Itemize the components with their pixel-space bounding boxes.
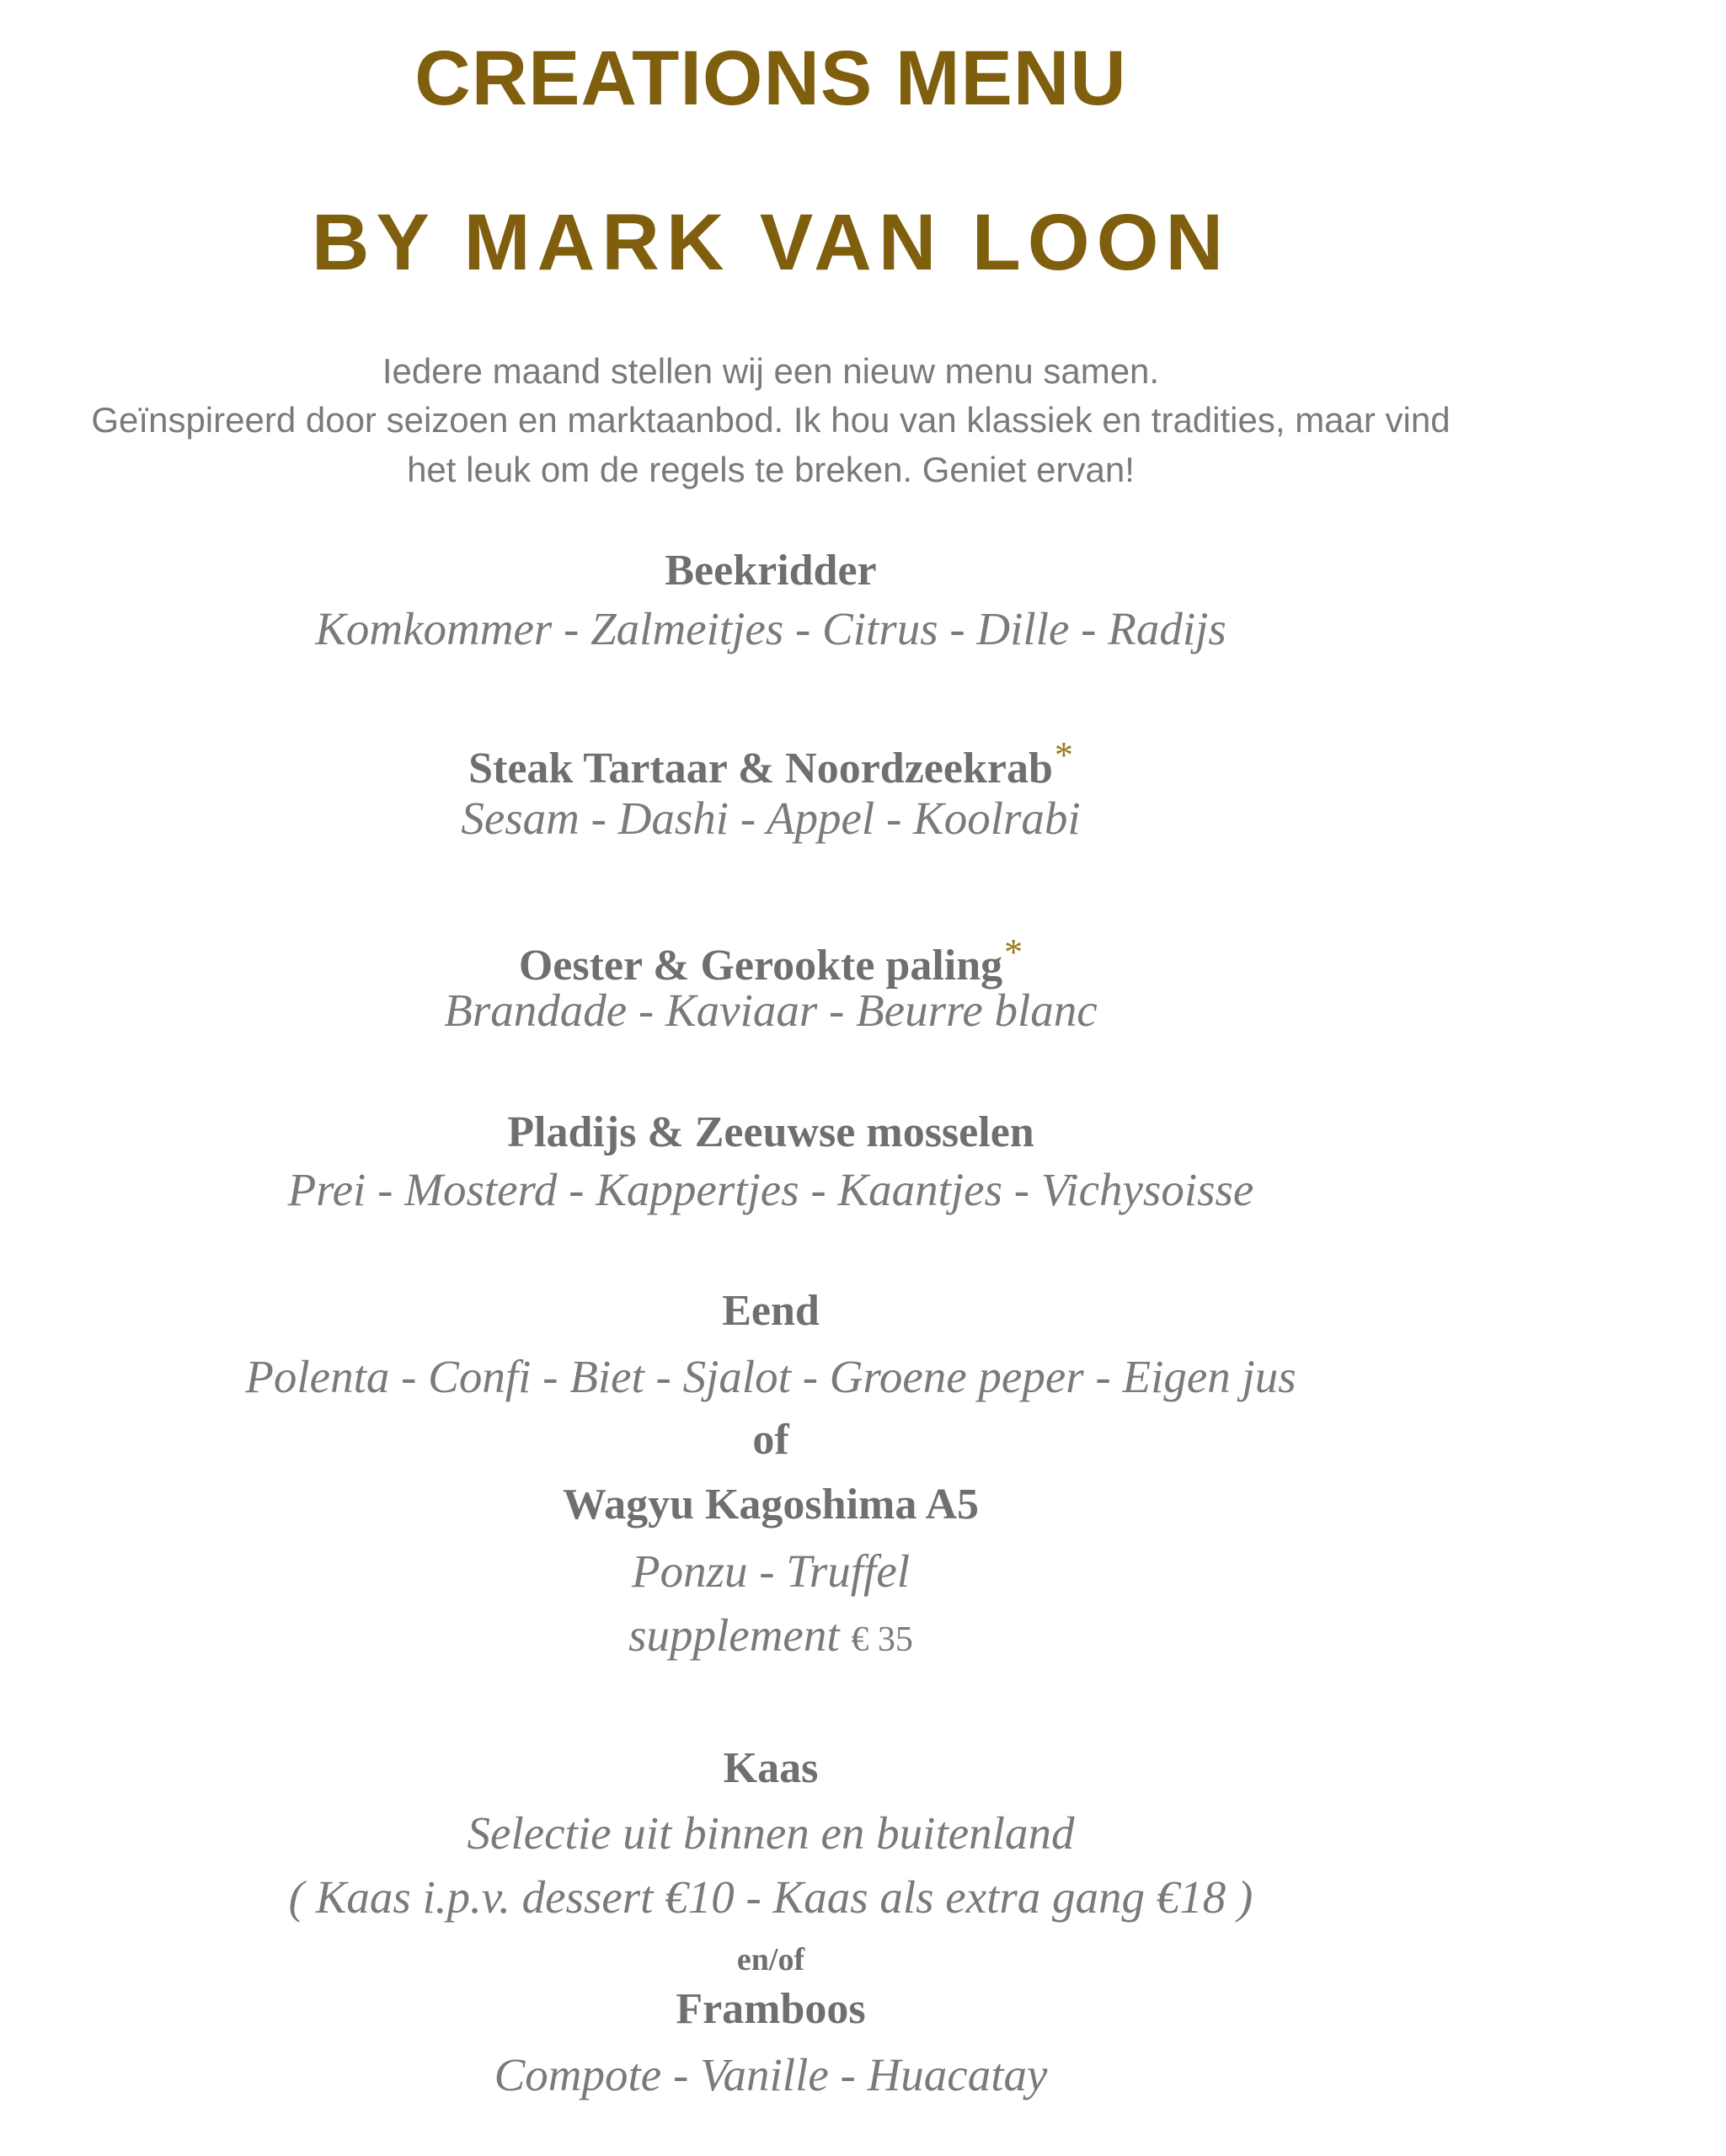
- course-5-name: Eend: [722, 1287, 820, 1335]
- course-7-name: Framboos: [676, 1985, 866, 2033]
- course-1-name: Beekridder: [665, 547, 877, 595]
- course-6-note: ( Kaas i.p.v. dessert €10 - Kaas als extra gang €18 ): [288, 1871, 1253, 1923]
- course-5-or-divider: of: [752, 1416, 789, 1464]
- intro-line-2: Geïnspireerd door seizoen en marktaanbod. Ik hou van klassiek en tradities, maar vind: [91, 400, 1451, 440]
- course-5b-ingredients: Ponzu - Truffel: [631, 1545, 911, 1597]
- course-6-andor-divider: en/of: [736, 1942, 805, 1977]
- course-4-ingredients: Prei - Mosterd - Kappertjes - Kaantjes - Vichysoisse: [287, 1164, 1254, 1215]
- course-4-name: Pladijs & Zeeuwse mosselen: [507, 1108, 1034, 1156]
- course-2-star-marker: *: [1054, 734, 1073, 776]
- course-2-title: [0, 728, 1542, 797]
- course-6-name: Kaas: [723, 1744, 819, 1792]
- course-6-ingredients: Selectie uit binnen en buitenland: [467, 1807, 1075, 1859]
- course-2-name: Steak Tartaar & Noordzeekrab: [468, 744, 1053, 792]
- course-5b-supplement: [0, 1606, 1542, 1669]
- supplement-price: € 35: [851, 1620, 913, 1659]
- menu-title: CREATIONS MENU: [414, 35, 1127, 121]
- course-7-ingredients: Compote - Vanille - Huacatay: [494, 2049, 1048, 2100]
- course-5-ingredients: Polenta - Confi - Biet - Sjalot - Groene peper - Eigen jus: [245, 1351, 1296, 1402]
- course-5b-name: Wagyu Kagoshima A5: [562, 1481, 980, 1529]
- course-3-star-marker: *: [1004, 931, 1023, 973]
- course-3-ingredients: Brandade - Kaviaar - Beurre blanc: [444, 985, 1098, 1036]
- menu-subtitle: BY MARK VAN LOON: [311, 198, 1231, 287]
- course-2-ingredients: Sesam - Dashi - Appel - Koolrabi: [461, 792, 1081, 844]
- course-1-ingredients: Komkommer - Zalmeitjes - Citrus - Dille - Radijs: [315, 603, 1226, 654]
- intro-line-3: het leuk om de regels te breken. Geniet ervan!: [407, 450, 1135, 489]
- supplement-label: supplement: [628, 1609, 840, 1661]
- course-3-name: Oester & Gerookte paling: [518, 942, 1003, 990]
- intro-line-1: Iedere maand stellen wij een nieuw menu samen.: [382, 351, 1160, 391]
